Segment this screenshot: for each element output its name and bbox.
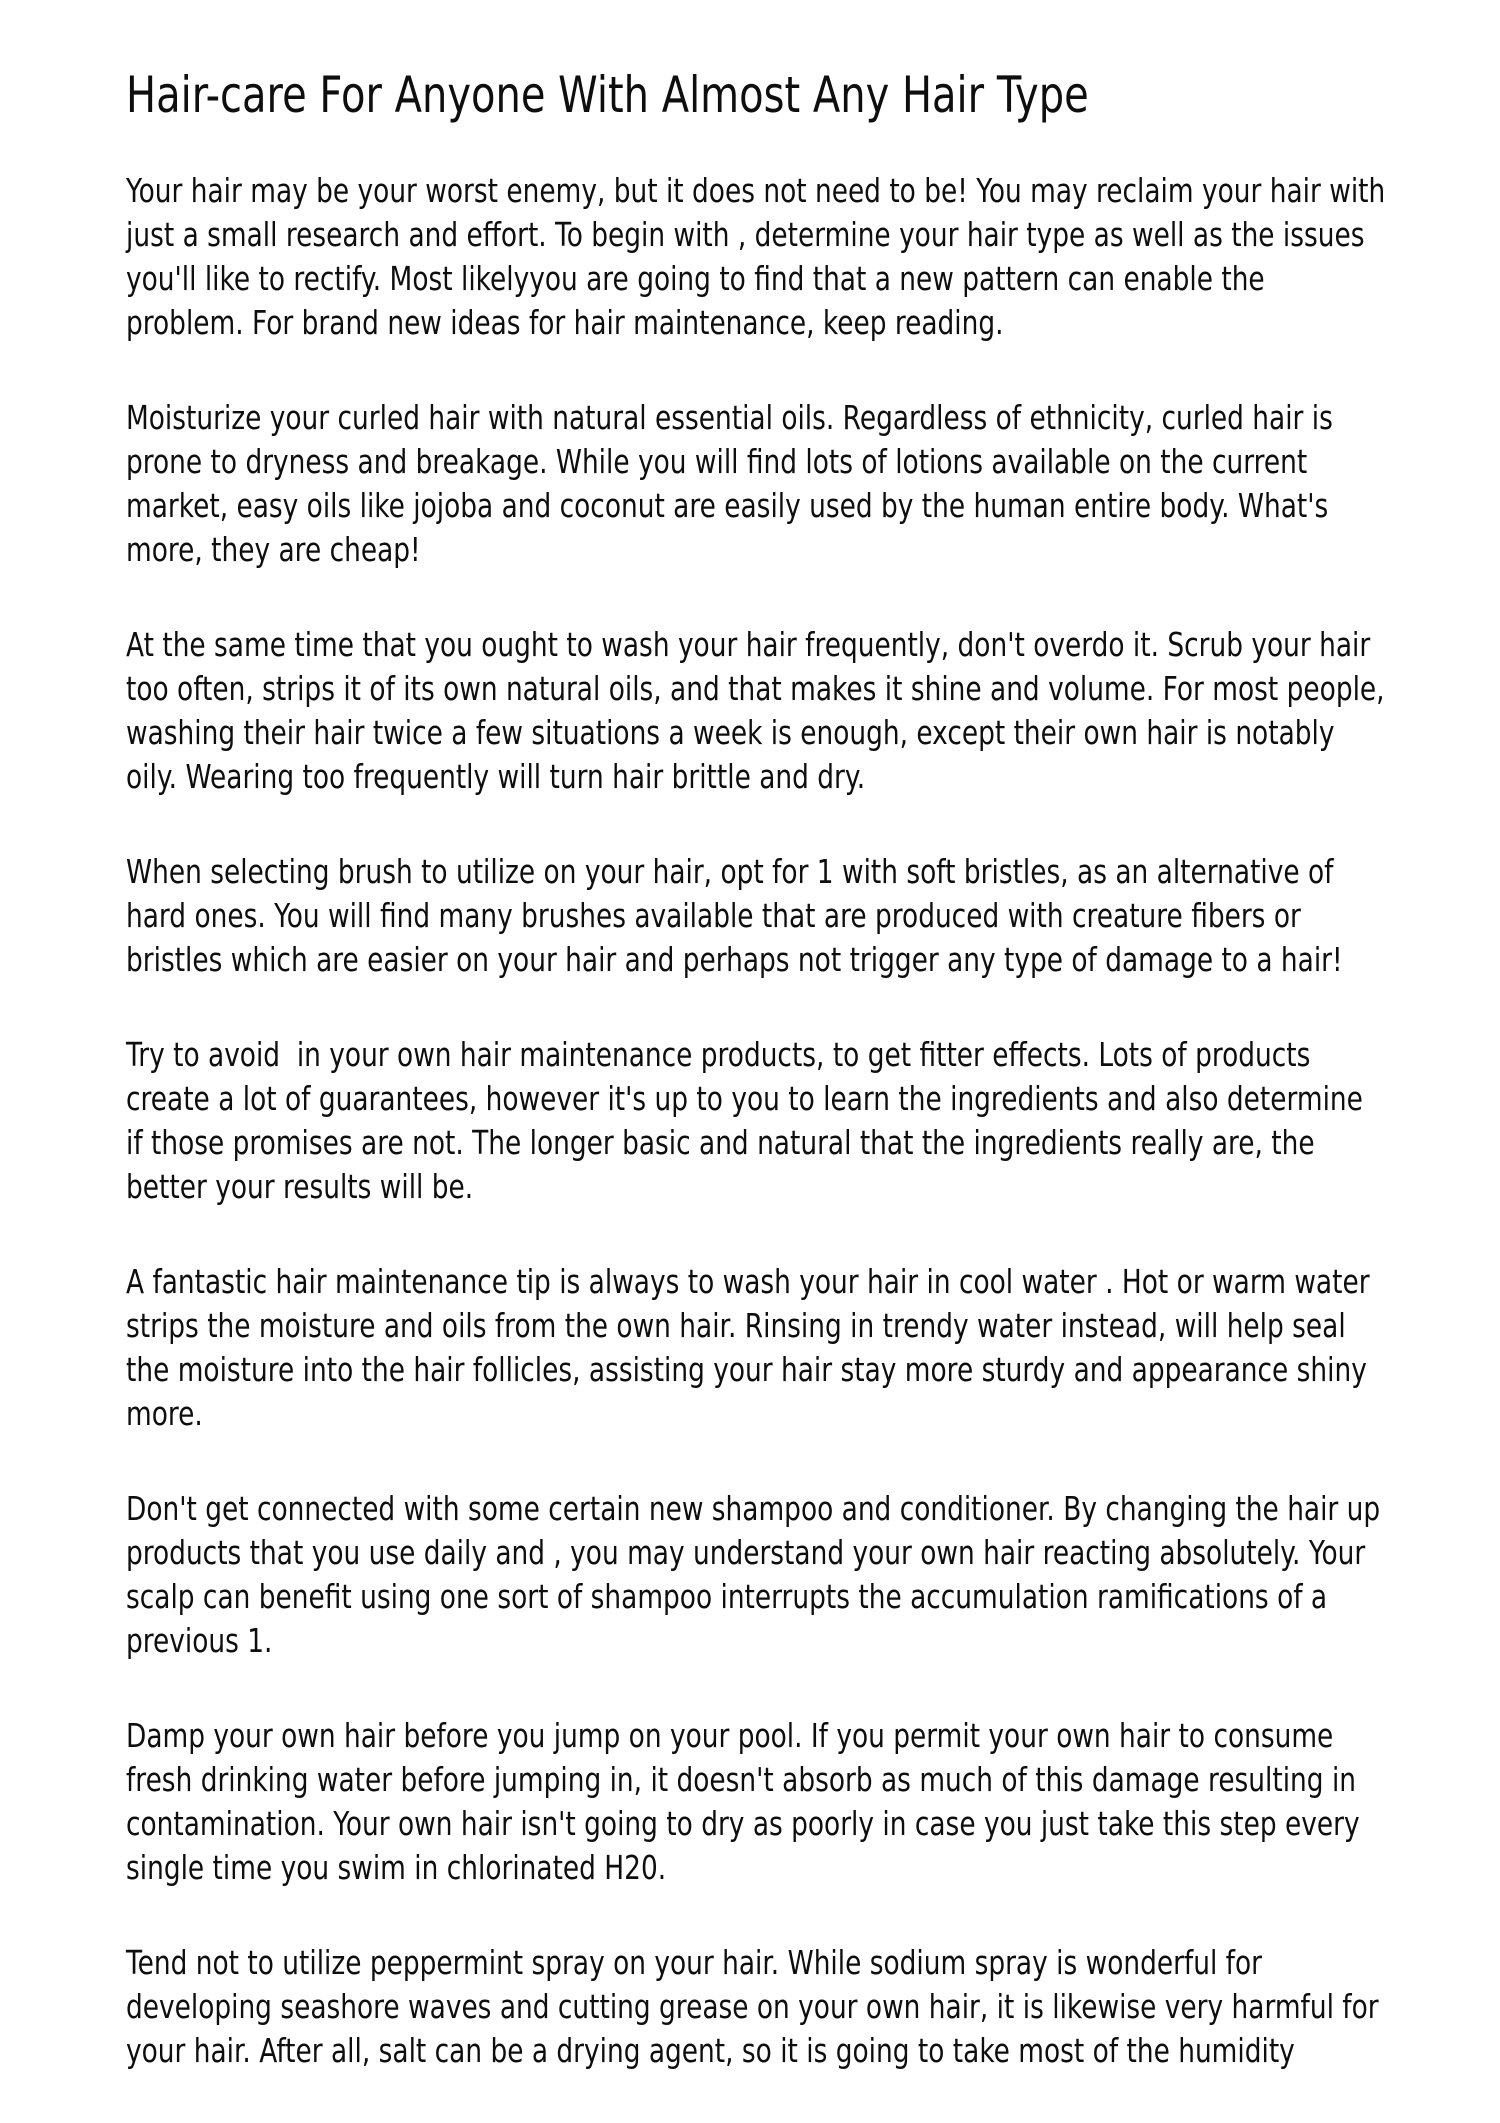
paragraph: Try to avoid in your own hair maintenance products, to get fitter effects. Lots of products create a lot of guarantees, however it's up to you to learn the ingredients and also determine if those promises are not. The longer basic and natural that the ingredients really are, the better your results will be. xyxy=(126,1035,1363,1206)
article-body xyxy=(126,169,1386,2073)
paragraph: When selecting brush to utilize on your hair, opt for 1 with soft bristles, as an alternative of hard ones. You will find many brushes available that are produced with creature fibers or bristles which are easier on your hair and perhaps not trigger any type of damage to a hair! xyxy=(126,852,1343,979)
page-title: Hair-care For Anyone With Almost Any Hair Type xyxy=(126,66,1089,124)
paragraph: At the same time that you ought to wash your hair frequently, don't overdo it. Scrub your hair too often, strips it of its own natural oils, and that makes it shine and volume. For most people, washing their hair twice a few situations a week is enough, except their own hair is notably oily. Wearing too frequently will turn hair brittle and dry. xyxy=(126,625,1385,796)
paragraph: Don't get connected with some certain new shampoo and conditioner. By changing the hair up products that you use daily and , you may understand your own hair reacting absolutely. Your scalp can benefit using one sort of shampoo interrupts the accumulation ramifications of a previous 1. xyxy=(126,1489,1381,1660)
paragraph: Damp your own hair before you jump on your pool. If you permit your own hair to consume fresh drinking water before jumping in, it doesn't absorb as much of this damage resulting in contamination. Your own hair isn't going to dry as poorly in case you just take this step every single time you swim in chlorinated H20. xyxy=(126,1716,1360,1887)
article-content xyxy=(126,65,1386,2073)
paragraph: Your hair may be your worst enemy, but it does not need to be! You may reclaim your hair with just a small research and effort. To begin with , determine your hair type as well as the issues you'll like to rectify. Most likelyyou are going to find that a new pattern can enable the problem. For brand new ideas for hair maintenance, keep reading. xyxy=(126,171,1386,342)
paragraph: Moisturize your curled hair with natural essential oils. Regardless of ethnicity, curled hair is prone to dryness and breakage. While you will find lots of lotions available on the current market, easy oils like jojoba and coconut are easily used by the human entire body. What's more, they are cheap! xyxy=(126,398,1333,569)
paragraph: Tend not to utilize peppermint spray on your hair. While sodium spray is wonderful for developing seashore waves and cutting grease on your own hair, it is likewise very harmful for your hair. After all, salt can be a drying agent, so it is going to take most of the humidity xyxy=(126,1943,1379,2070)
paragraph: A fantastic hair maintenance tip is always to wash your hair in cool water . Hot or warm water strips the moisture and oils from the own hair. Rinsing in trendy water instead, will help seal the moisture into the hair follicles, assisting your hair stay more sturdy and appearance shiny more. xyxy=(126,1262,1370,1433)
